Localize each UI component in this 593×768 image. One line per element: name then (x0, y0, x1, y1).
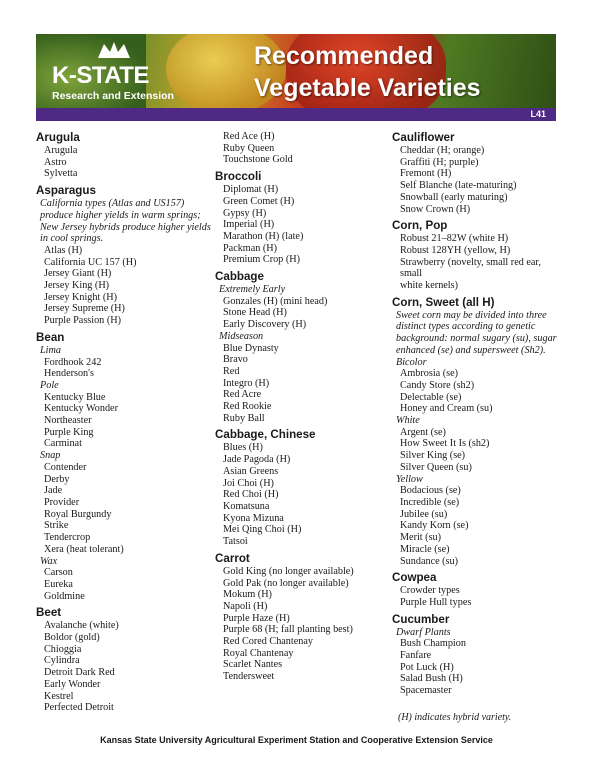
variety-item: Kestrel (44, 690, 74, 702)
subcategory-label: Midseason (219, 330, 264, 342)
variety-item: Stone Head (H) (223, 307, 287, 319)
variety-item: Bodacious (se) (400, 485, 461, 497)
variety-item: Touchstone Gold (223, 154, 293, 166)
variety-item: Fremont (H) (400, 168, 452, 180)
variety-item: Avalanche (white) (44, 620, 119, 632)
variety-item: Gonzales (H) (mini head) (223, 295, 328, 307)
variety-item: Royal Burgundy (44, 508, 112, 520)
variety-item: Snow Crown (H) (400, 203, 471, 215)
variety-item: white kernels) (400, 280, 458, 292)
subcategory-label: Yellow (396, 473, 423, 485)
vegetable-section (392, 571, 562, 608)
section-heading: Cabbage, Chinese (215, 428, 316, 442)
variety-item: Silver Queen (su) (400, 461, 472, 473)
section-heading: Cowpea (392, 571, 437, 585)
variety-item: Graffiti (H; purple) (400, 156, 479, 168)
section-heading: Cucumber (392, 612, 450, 626)
variety-item: Salad Bush (H) (400, 673, 463, 685)
variety-item: Purple King (44, 426, 94, 438)
variety-item: Xera (heat tolerant) (44, 543, 124, 555)
variety-item: Self Blanche (late-maturing) (400, 180, 517, 192)
variety-item: Argent (se) (400, 426, 446, 438)
variety-item: Asian Greens (223, 465, 279, 477)
variety-item: Cheddar (H; orange) (400, 145, 485, 156)
variety-item: Provider (44, 496, 80, 508)
variety-item: Merit (su) (400, 532, 442, 544)
column-2 (215, 131, 385, 683)
variety-item: Astro (44, 156, 67, 168)
section-note: enhanced (se) and supersweet (Sh2). (396, 344, 546, 356)
variety-item: Delectable (se) (400, 391, 462, 403)
column-1 (36, 131, 211, 714)
section-note: Sweet corn may be divided into three (396, 309, 547, 321)
title-line-1: Recommended (254, 42, 434, 70)
variety-item: Gold King (no longer available) (223, 565, 354, 577)
variety-item: Boldor (gold) (44, 632, 100, 644)
doc-code: L41 (530, 109, 546, 119)
vegetable-section (392, 296, 562, 567)
variety-item: Ambrosia (se) (400, 368, 458, 380)
variety-item: Jade (44, 485, 63, 497)
variety-item: Imperial (H) (223, 219, 275, 231)
vegetable-section (392, 131, 562, 215)
vegetable-section (392, 219, 562, 292)
variety-item: Carminat (44, 438, 82, 450)
variety-item: Snowball (early maturing) (400, 191, 508, 203)
logo-text: K-STATE (52, 62, 149, 89)
variety-item: Red Acre (223, 389, 262, 401)
vegetable-section (215, 131, 385, 166)
section-note: in cool springs. (40, 233, 104, 245)
logo-subtitle: Research and Extension (52, 90, 174, 102)
subcategory-label: Dwarf Plants (396, 626, 451, 638)
subcategory-label: Wax (40, 555, 58, 567)
variety-item: Purple Passion (H) (44, 315, 121, 327)
variety-item: Kentucky Wonder (44, 403, 118, 415)
variety-item: Detroit Dark Red (44, 667, 115, 679)
variety-item: Jubilee (su) (400, 508, 448, 520)
vegetable-section (36, 184, 211, 327)
variety-item: Early Wonder (44, 678, 101, 690)
variety-item: Gold Pak (no longer available) (223, 577, 349, 589)
title-line-2: Vegetable Varieties (254, 74, 481, 102)
section-note: background: normal sugary (su), sugar (396, 333, 557, 345)
vegetable-section (392, 613, 562, 697)
variety-item: Mei Qing Choi (H) (223, 524, 302, 536)
variety-item: Red Choi (H) (223, 489, 279, 501)
variety-item: Blue Dynasty (223, 342, 279, 354)
variety-item: Robust 128YH (yellow, H) (400, 244, 511, 256)
variety-item: Joi Choi (H) (223, 477, 274, 489)
vegetable-section (215, 428, 385, 547)
variety-item: Jade Pagoda (H) (223, 454, 291, 466)
variety-item: Silver King (se) (400, 450, 466, 462)
vegetable-section (36, 606, 211, 714)
variety-item: Atlas (H) (44, 244, 83, 256)
header-banner (36, 34, 556, 108)
wildcat-icon (96, 40, 132, 62)
section-heading: Cauliflower (392, 131, 455, 144)
subcategory-label: Pole (40, 379, 59, 391)
variety-item: Strawberry (novelty, small red ear, small (400, 256, 541, 280)
variety-item: Northeaster (44, 415, 92, 427)
section-note: distinct types according to genetic (396, 321, 536, 333)
section-note: produce higher yields in warm springs; (40, 209, 201, 221)
vegetable-section (36, 331, 211, 602)
section-heading: Corn, Sweet (all H) (392, 295, 495, 309)
variety-item: Henderson's (44, 368, 94, 380)
variety-item: Red Ace (H) (223, 131, 275, 142)
column-3 (392, 131, 562, 697)
variety-item: Sylvetta (44, 168, 78, 180)
variety-item: Premium Crop (H) (223, 254, 300, 266)
section-heading: Broccoli (215, 170, 262, 184)
variety-item: Jersey Knight (H) (44, 291, 117, 303)
variety-item: Robust 21–82W (white H) (400, 233, 509, 245)
variety-item: Red Rookie (223, 401, 272, 413)
variety-item: Crowder types (400, 585, 460, 597)
variety-item: Purple Haze (H) (223, 612, 290, 624)
variety-item: Strike (44, 520, 69, 532)
header-bar (36, 108, 556, 121)
section-heading: Arugula (36, 131, 80, 144)
variety-item: Red (223, 365, 240, 377)
variety-item: Napoli (H) (223, 600, 268, 612)
subcategory-label: Snap (40, 450, 61, 462)
variety-item: Royal Chantenay (223, 647, 294, 659)
variety-item: Cylindra (44, 655, 80, 667)
variety-item: Ruby Queen (223, 142, 275, 154)
variety-item: California UC 157 (H) (44, 256, 137, 268)
variety-item: Jersey Giant (H) (44, 268, 112, 280)
variety-item: Mokum (H) (223, 589, 272, 601)
variety-item: Goldmine (44, 590, 85, 602)
variety-item: Incredible (se) (400, 496, 460, 508)
subcategory-label: Bicolor (396, 356, 427, 368)
variety-item: Eureka (44, 578, 73, 590)
variety-item: Scarlet Nantes (223, 659, 283, 671)
section-heading: Bean (36, 330, 65, 344)
variety-item: Packman (H) (223, 242, 278, 254)
variety-item: Early Discovery (H) (223, 319, 307, 331)
variety-item: How Sweet It Is (sh2) (400, 438, 490, 450)
variety-item: Tatsoi (223, 536, 248, 548)
variety-item: Chioggia (44, 643, 82, 655)
section-note: California types (Atlas and US157) (40, 198, 185, 210)
variety-item: Spacemaster (400, 685, 452, 697)
variety-item: Arugula (44, 145, 78, 156)
variety-item: Green Comet (H) (223, 195, 295, 207)
variety-item: Fanfare (400, 650, 432, 662)
variety-item: Red Cored Chantenay (223, 636, 313, 648)
hybrid-footnote: (H) indicates hybrid variety. (398, 712, 512, 723)
variety-item: Candy Store (sh2) (400, 379, 475, 391)
variety-item: Perfected Detroit (44, 702, 114, 714)
section-heading: Beet (36, 606, 62, 620)
variety-item: Carson (44, 567, 73, 579)
subcategory-label: White (396, 415, 420, 427)
variety-item: Kandy Korn (se) (400, 520, 469, 532)
variety-item: Fordhook 242 (44, 356, 102, 368)
variety-item: Purple Hull types (400, 596, 472, 608)
variety-item: Sundance (su) (400, 555, 458, 567)
variety-item: Blues (H) (223, 442, 263, 454)
vegetable-section (36, 131, 211, 180)
subcategory-label: Lima (40, 344, 61, 356)
variety-item: Bush Champion (400, 638, 466, 650)
variety-item: Komatsuna (223, 500, 270, 512)
section-heading: Corn, Pop (392, 219, 448, 233)
variety-item: Pot Luck (H) (400, 661, 454, 673)
section-heading: Asparagus (36, 184, 96, 198)
variety-item: Ruby Ball (223, 412, 265, 424)
section-heading: Cabbage (215, 270, 264, 284)
section-heading: Carrot (215, 551, 250, 565)
variety-item: Contender (44, 461, 87, 473)
variety-item: Integro (H) (223, 377, 270, 389)
variety-item: Gypsy (H) (223, 207, 267, 219)
variety-item: Marathon (H) (late) (223, 230, 304, 242)
variety-item: Tendercrop (44, 532, 91, 544)
variety-item: Jersey Supreme (H) (44, 303, 125, 315)
variety-item: Tendersweet (223, 671, 275, 683)
variety-item: Honey and Cream (su) (400, 403, 493, 415)
vegetable-section (215, 552, 385, 683)
variety-item: Bravo (223, 354, 248, 366)
section-note: New Jersey hybrids produce higher yields (40, 221, 211, 233)
variety-item: Miracle (se) (400, 543, 450, 555)
page-footer: Kansas State University Agricultural Experiment Station and Cooperative Extension Service (100, 735, 493, 745)
vegetable-section (215, 270, 385, 424)
variety-item: Purple 68 (H; fall planting best) (223, 624, 353, 636)
variety-item: Jersey King (H) (44, 280, 110, 292)
page-title (254, 40, 554, 104)
vegetable-section (215, 170, 385, 266)
variety-item: Kyona Mizuna (223, 512, 284, 524)
variety-item: Diplomat (H) (223, 184, 279, 196)
variety-item: Kentucky Blue (44, 391, 106, 403)
variety-item: Derby (44, 473, 70, 485)
subcategory-label: Extremely Early (219, 284, 286, 296)
